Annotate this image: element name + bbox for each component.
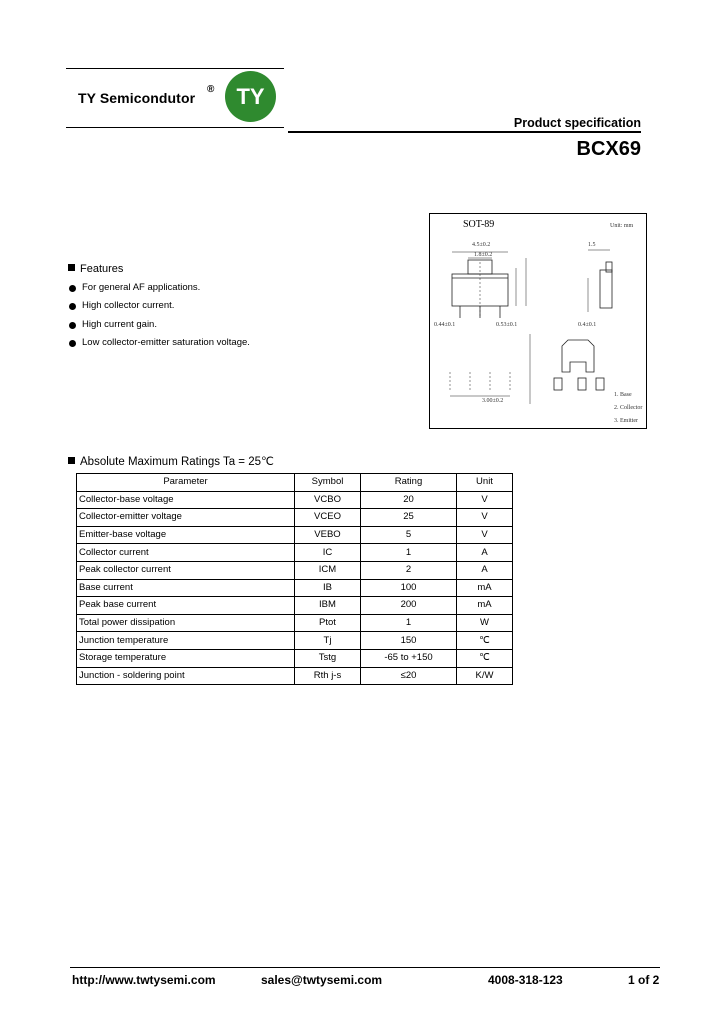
package-name: SOT-89: [463, 219, 495, 230]
table-row: [77, 632, 513, 650]
rating-cell: 2: [361, 561, 457, 579]
param-cell: Peak base current: [77, 597, 295, 615]
rating-cell: 25: [361, 509, 457, 527]
table-row: [77, 509, 513, 527]
unit-cell: W: [457, 614, 513, 632]
feature-item: High current gain.: [82, 319, 157, 330]
unit-cell: A: [457, 561, 513, 579]
symbol-cell: Rth j-s: [295, 667, 361, 685]
square-bullet-icon: [68, 457, 75, 464]
part-number: BCX69: [576, 138, 641, 160]
table-row: [77, 614, 513, 632]
param-cell: Emitter-base voltage: [77, 526, 295, 544]
unit-cell: A: [457, 544, 513, 562]
table-row: [77, 561, 513, 579]
dim-label: 0.4±0.1: [578, 322, 597, 328]
param-cell: Base current: [77, 579, 295, 597]
table-row: [77, 597, 513, 615]
symbol-cell: IC: [295, 544, 361, 562]
rating-cell: -65 to +150: [361, 649, 457, 667]
rating-cell: 200: [361, 597, 457, 615]
pin-3-label: 3. Emitter: [614, 418, 638, 424]
column-header: Rating: [361, 474, 457, 492]
dim-label: 3.00±0.2: [482, 398, 504, 404]
registered-mark: ®: [207, 84, 215, 95]
rating-cell: 150: [361, 632, 457, 650]
email-link[interactable]: sales@twtysemi.com: [261, 973, 383, 987]
rating-cell: 1: [361, 544, 457, 562]
company-name: TY Semicondutor: [78, 90, 196, 106]
rating-cell: 20: [361, 491, 457, 509]
symbol-cell: VEBO: [295, 526, 361, 544]
pin-2-label: 2. Collector: [614, 405, 643, 411]
feature-item: High collector current.: [82, 300, 175, 311]
bullet-icon: [69, 322, 76, 329]
features-heading: Features: [68, 263, 123, 275]
param-cell: Peak collector current: [77, 561, 295, 579]
document-type: Product specification: [513, 116, 641, 130]
symbol-cell: ICM: [295, 561, 361, 579]
phone-number: 4008-318-123: [488, 973, 563, 987]
symbol-cell: VCBO: [295, 491, 361, 509]
square-bullet-icon: [68, 264, 75, 271]
symbol-cell: Ptot: [295, 614, 361, 632]
header-divider: [288, 131, 641, 133]
package-unit: Unit: mm: [610, 223, 634, 229]
symbol-cell: Tj: [295, 632, 361, 650]
dim-label: 0.44±0.1: [434, 322, 456, 328]
feature-item: Low collector-emitter saturation voltage.: [82, 337, 250, 348]
table-row: [77, 544, 513, 562]
table-header-row: [77, 474, 513, 492]
column-header: Parameter: [77, 474, 295, 492]
feature-item: For general AF applications.: [82, 282, 201, 293]
param-cell: Junction temperature: [77, 632, 295, 650]
ty-logo-icon: TY: [225, 71, 276, 122]
unit-cell: K/W: [457, 667, 513, 685]
table-row: [77, 526, 513, 544]
param-cell: Collector-emitter voltage: [77, 509, 295, 527]
symbol-cell: IBM: [295, 597, 361, 615]
dim-label: 4.5±0.2: [472, 242, 491, 248]
package-drawing: [429, 213, 647, 429]
table-row: [77, 491, 513, 509]
unit-cell: mA: [457, 579, 513, 597]
dim-label: 1.8±0.2: [474, 252, 493, 258]
unit-cell: mA: [457, 597, 513, 615]
rating-cell: 1: [361, 614, 457, 632]
footer-divider: [70, 967, 660, 968]
unit-cell: V: [457, 526, 513, 544]
rating-cell: 5: [361, 526, 457, 544]
table-row: [77, 579, 513, 597]
unit-cell: V: [457, 509, 513, 527]
rating-cell: ≤20: [361, 667, 457, 685]
unit-cell: ℃: [457, 649, 513, 667]
param-cell: Total power dissipation: [77, 614, 295, 632]
param-cell: Storage temperature: [77, 649, 295, 667]
website-link[interactable]: http://www.twtysemi.com: [72, 973, 216, 987]
ratings-heading: Absolute Maximum Ratings Ta = 25℃: [68, 454, 274, 468]
param-cell: Junction - soldering point: [77, 667, 295, 685]
symbol-cell: VCEO: [295, 509, 361, 527]
symbol-cell: Tstg: [295, 649, 361, 667]
bullet-icon: [69, 285, 76, 292]
rating-cell: 100: [361, 579, 457, 597]
dim-label: 0.53±0.1: [496, 322, 518, 328]
symbol-cell: IB: [295, 579, 361, 597]
param-cell: Collector-base voltage: [77, 491, 295, 509]
bullet-icon: [69, 340, 76, 347]
table-row: [77, 649, 513, 667]
param-cell: Collector current: [77, 544, 295, 562]
dim-label: 1.5: [588, 242, 596, 248]
unit-cell: V: [457, 491, 513, 509]
ratings-table: [76, 473, 513, 685]
column-header: Symbol: [295, 474, 361, 492]
unit-cell: ℃: [457, 632, 513, 650]
bullet-icon: [69, 303, 76, 310]
table-row: [77, 667, 513, 685]
page-number: 1 of 2: [628, 973, 660, 987]
column-header: Unit: [457, 474, 513, 492]
pin-1-label: 1. Base: [614, 392, 632, 398]
